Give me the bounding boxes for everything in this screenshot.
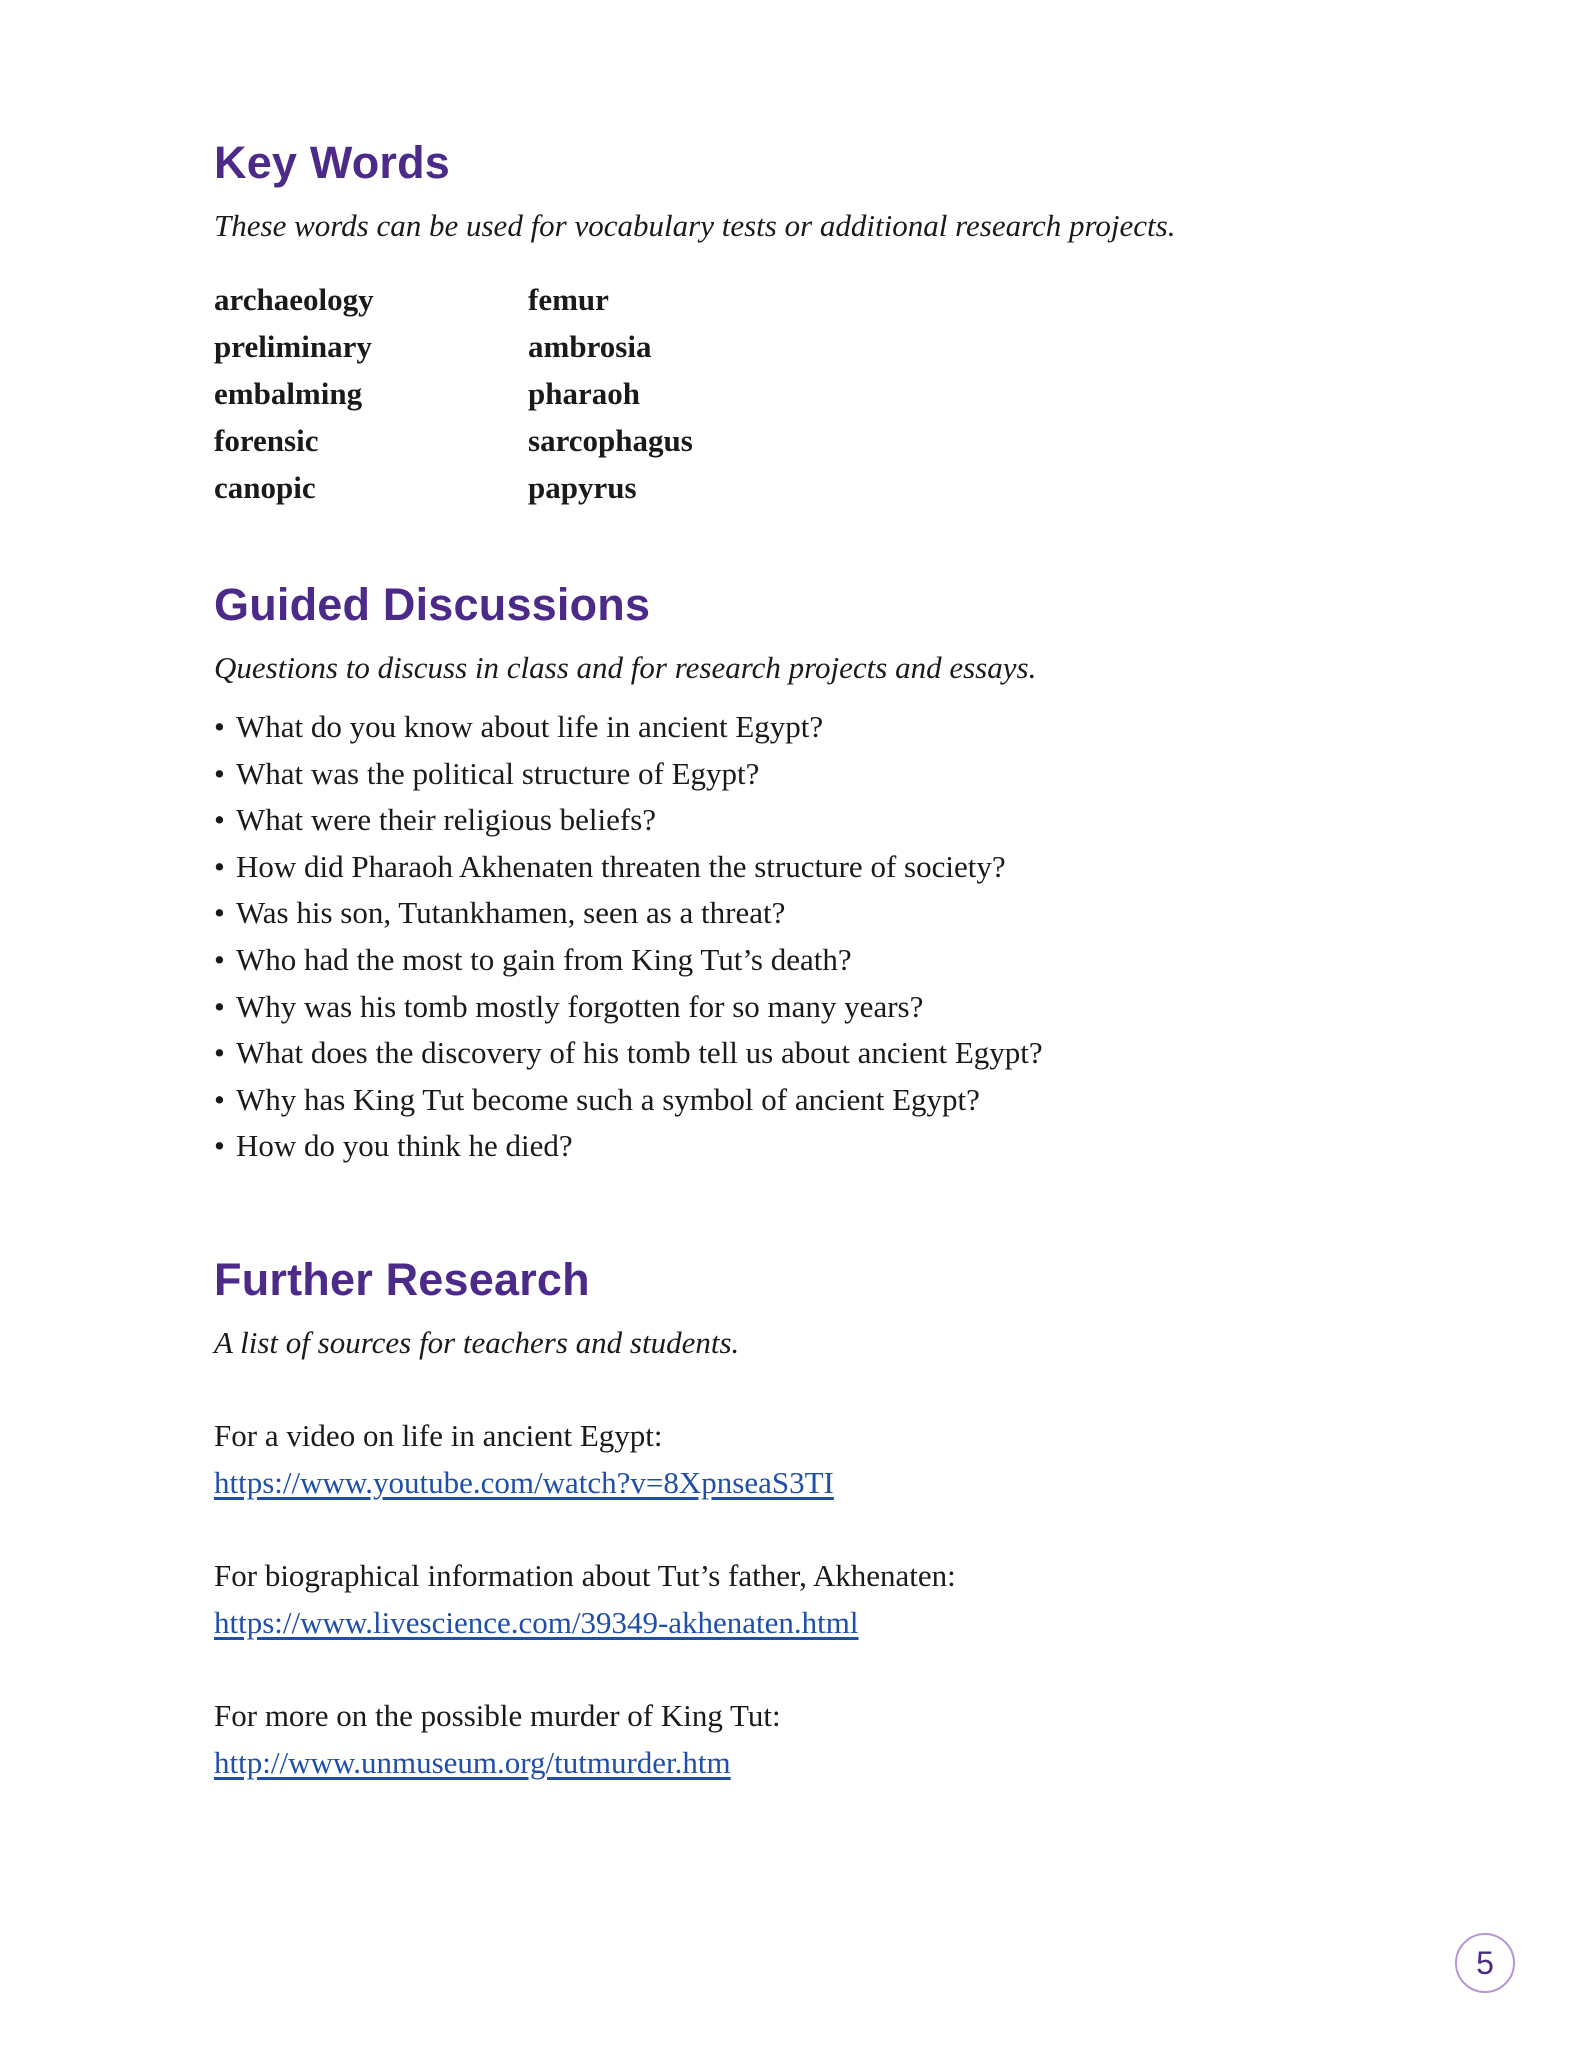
source-link[interactable]: https://www.livescience.com/39349-akhenaten.html xyxy=(214,1605,859,1640)
discussion-questions-list xyxy=(214,704,1043,1170)
list-item xyxy=(214,937,1043,984)
further-research-subtitle: A list of sources for teachers and students. xyxy=(214,1325,740,1360)
question-text: What does the discovery of his tomb tell us about ancient Egypt? xyxy=(236,1035,1043,1071)
key-word: papyrus xyxy=(528,470,637,505)
question-text: How did Pharaoh Akhenaten threaten the structure of society? xyxy=(236,848,1006,884)
list-item xyxy=(214,1123,1043,1170)
question-text: Why has King Tut become such a symbol of ancient Egypt? xyxy=(236,1081,980,1117)
key-word: preliminary xyxy=(214,329,372,364)
key-word: femur xyxy=(528,282,609,317)
page-number: 5 xyxy=(1476,1944,1494,1981)
question-text: What do you know about life in ancient Egypt? xyxy=(236,709,824,744)
list-item xyxy=(214,797,1043,844)
bullet-icon: • xyxy=(214,941,225,977)
question-text: Why was his tomb mostly forgotten for so many years? xyxy=(236,988,924,1024)
key-word: archaeology xyxy=(214,282,374,317)
bullet-icon: • xyxy=(214,755,225,791)
question-text: Was his son, Tutankhamen, seen as a threat? xyxy=(236,895,786,931)
bullet-icon: • xyxy=(214,848,225,884)
bullet-icon: • xyxy=(214,709,225,744)
key-words-heading: Key Words xyxy=(214,137,451,188)
further-research-heading: Further Research xyxy=(214,1254,590,1305)
key-word: sarcophagus xyxy=(528,423,693,458)
bullet-icon: • xyxy=(214,988,225,1024)
list-item xyxy=(214,890,1043,937)
research-source xyxy=(214,1692,781,1786)
list-item xyxy=(214,704,1043,751)
source-link[interactable]: https://www.youtube.com/watch?v=8XpnseaS3TI xyxy=(214,1465,834,1500)
research-source xyxy=(214,1552,956,1646)
bullet-icon: • xyxy=(214,1081,225,1117)
bullet-icon: • xyxy=(214,1035,225,1071)
source-link[interactable]: http://www.unmuseum.org/tutmurder.htm xyxy=(214,1745,731,1780)
key-words-subtitle: These words can be used for vocabulary tests or additional research projects. xyxy=(214,208,1176,243)
list-item xyxy=(214,751,1043,798)
bullet-icon: • xyxy=(214,895,225,931)
question-text: What were their religious beliefs? xyxy=(236,802,657,838)
key-word: canopic xyxy=(214,470,316,505)
key-word: embalming xyxy=(214,376,363,411)
question-text: What was the political structure of Egypt? xyxy=(236,755,760,791)
list-item xyxy=(214,844,1043,891)
bullet-icon: • xyxy=(214,1128,225,1164)
page-number-badge xyxy=(1455,1933,1515,1993)
guided-discussions-subtitle: Questions to discuss in class and for research projects and essays. xyxy=(214,650,1037,685)
key-word: forensic xyxy=(214,423,319,458)
question-text: Who had the most to gain from King Tut’s death? xyxy=(236,941,852,977)
key-words-left-column xyxy=(214,276,374,511)
research-source xyxy=(214,1412,834,1506)
key-word: ambrosia xyxy=(528,329,652,364)
source-description: For biographical information about Tut’s father, Akhenaten: xyxy=(214,1558,956,1593)
source-description: For more on the possible murder of King Tut: xyxy=(214,1698,781,1733)
list-item xyxy=(214,1030,1043,1077)
bullet-icon: • xyxy=(214,802,225,838)
list-item xyxy=(214,1077,1043,1124)
key-word: pharaoh xyxy=(528,376,640,411)
key-words-right-column xyxy=(528,276,693,511)
list-item xyxy=(214,984,1043,1031)
question-text: How do you think he died? xyxy=(236,1128,573,1164)
guided-discussions-heading: Guided Discussions xyxy=(214,579,651,630)
source-description: For a video on life in ancient Egypt: xyxy=(214,1418,663,1453)
